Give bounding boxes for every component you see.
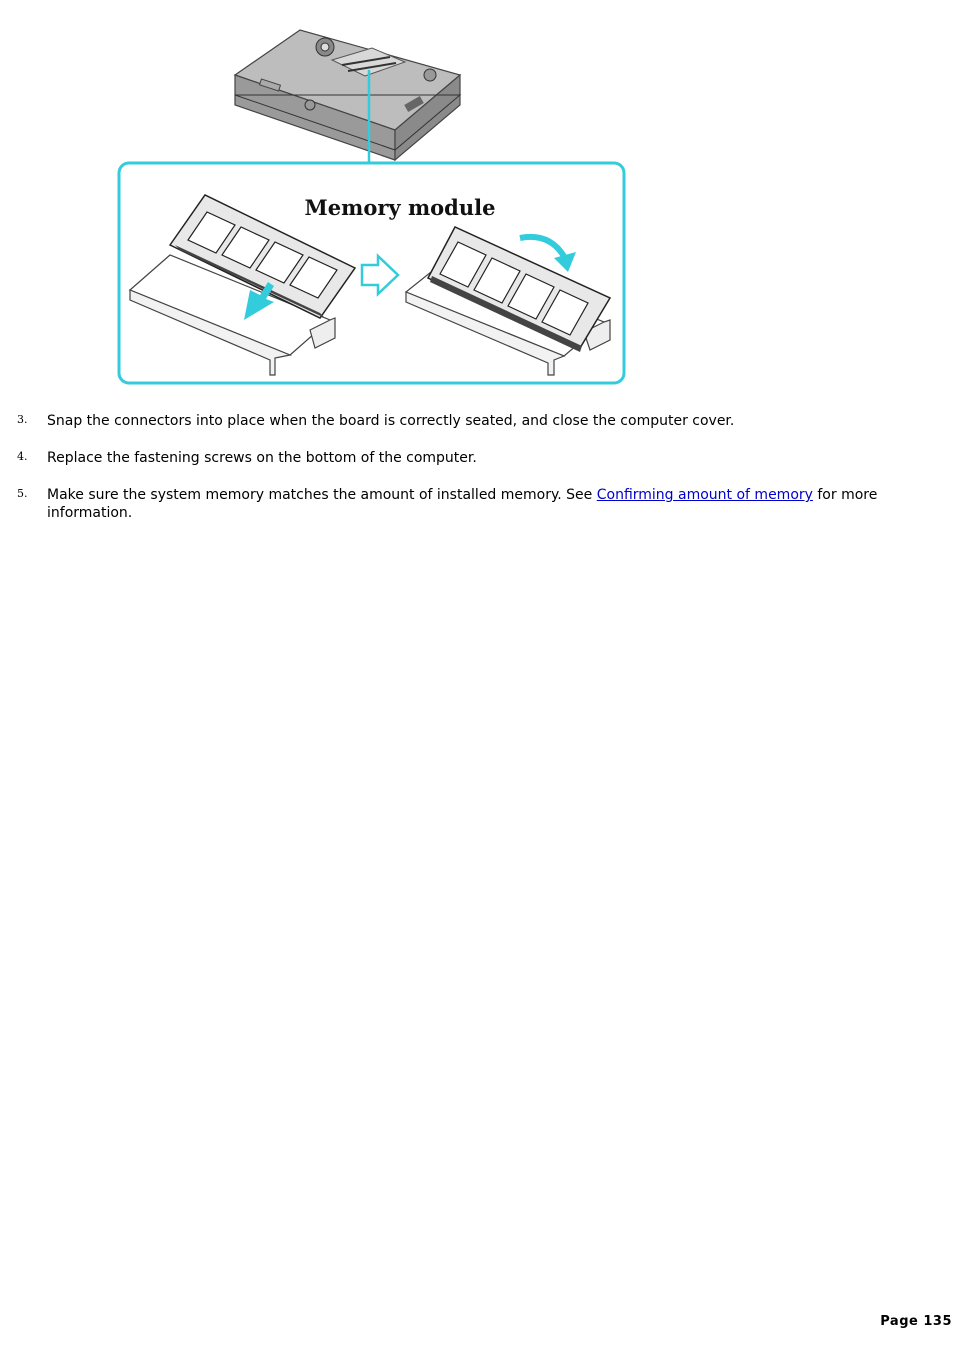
list-item [0,449,954,467]
page-number: Page 135 [880,1314,952,1329]
figure-caption: Memory module [304,195,496,220]
step-number: 5. [17,487,28,500]
confirming-memory-link[interactable]: Confirming amount of memory [596,487,813,503]
memory-module-illustration [110,20,640,392]
instruction-steps [0,412,954,541]
laptop-bottom-icon [235,30,460,160]
step-text-before: Make sure the system memory matches the amount of installed memory. See [47,487,597,503]
step-text [47,486,907,522]
step-text: Replace the fastening screws on the bottom of the computer. [47,450,477,466]
step-text-after: for more information. [47,487,878,521]
step-number: 3. [17,413,28,426]
step-number: 4. [17,450,28,463]
list-item [0,412,954,430]
list-item [0,486,954,522]
step-text: Snap the connectors into place when the board is correctly seated, and close the computer cover. [47,413,735,429]
